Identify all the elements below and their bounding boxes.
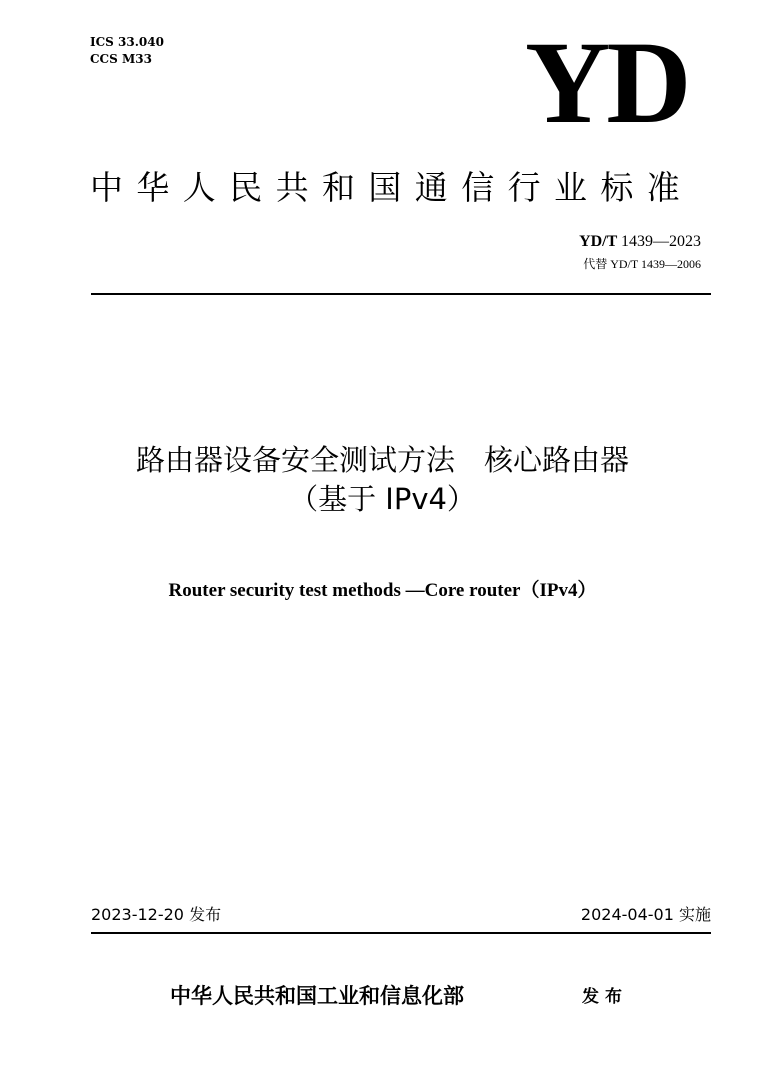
standard-number — [579, 232, 701, 252]
classification-codes — [90, 34, 164, 68]
title-cn-line1: 路由器设备安全测试方法 核心路由器 — [135, 443, 629, 477]
ics-code: ICS 33.040 — [90, 35, 164, 49]
org-title: 中华人民共和国通信行业标准 — [90, 168, 694, 207]
title-cn-line2: （基于 IPv4） — [289, 482, 476, 516]
publish-label: 发布 — [582, 987, 628, 1007]
top-divider — [91, 293, 711, 295]
bottom-divider — [91, 932, 711, 934]
standard-prefix: YD/T — [579, 233, 617, 250]
replaces-standard: 代替 YD/T 1439—2006 — [583, 257, 701, 271]
title-en: Router security test methods —Core router（IPv4） — [168, 580, 597, 601]
standard-code: 1439—2023 — [621, 233, 701, 250]
implement-date: 2024-04-01 实施 — [580, 905, 711, 924]
yd-logo: YD — [525, 17, 688, 148]
issue-date: 2023-12-20 发布 — [91, 905, 222, 924]
issuer: 中华人民共和国工业和信息化部 — [170, 983, 464, 1008]
ccs-code: CCS M33 — [90, 52, 152, 66]
